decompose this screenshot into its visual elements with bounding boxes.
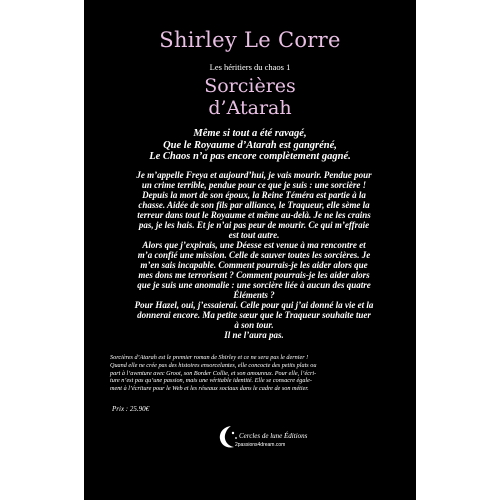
blurb-line: chasse. Aidée de son fils par alliance, le Traqueur, elle sème la (138, 200, 370, 210)
author-bio (110, 354, 396, 393)
book-title-line-1: Sorcières (204, 75, 296, 97)
blurb-line: pas, je les hais. Et je n’ai pas peur de mourir. Ce qui m’effraie (138, 220, 370, 230)
book-title-line-2: d’Atarah (208, 97, 292, 119)
publisher-name: Cercles de lune Éditions (239, 432, 308, 440)
blurb-line: Pour Hazel, oui, j’essaierai. Celle pour qui j’ai donné la vie et la (134, 300, 374, 310)
epigraph-line: Le Chaos n’a pas encore complètement gagné. (149, 151, 351, 162)
blurb-line: m’en sais incapable. Comment pourrais-je les aider alors que (140, 260, 368, 270)
epigraph-line: Même si tout a été ravagé, (193, 128, 307, 139)
blurb-line: Il ne l’aura pas. (224, 330, 284, 340)
blurb-line: Je m’appelle Freya et aujourd’hui, je vais mourir. Pendue pour (136, 170, 372, 180)
publisher-logo (84, 424, 416, 458)
bio-line: Quand elle ne crée pas des histoires ensorcelantes, elle concocte des petits plats ou (110, 361, 317, 369)
epigraph-line: Que le Royaume d’Atarah est gangréné, (163, 139, 337, 151)
blurb-line: Alors que j’expirais, une Déesse est venue à ma rencontre et (142, 240, 366, 250)
blurb-line: un crime terrible, pendue pour ce que je suis : une sorcière ! (141, 180, 367, 190)
blurb (110, 170, 398, 340)
bio-line: ture n’est pas qu’une passion, mais une véritable identité. Elle se consacre égale- (110, 377, 312, 385)
blurb-line: Éléments ? (233, 290, 275, 300)
bio-line: part à l’aventure avec Groot, son Border Collie, et son amoureux. Pour elle, l’écri- (110, 369, 317, 377)
publisher-website: 2passions4dream.com (235, 442, 286, 448)
price-label: Prix : 25.90€ (112, 405, 150, 413)
bio-line: Sorcières d’Atarah est le premier roman de Shirley et ce ne sera pas le dernier ! (110, 354, 309, 361)
blurb-line: m’a confié une mission. Celle de sauver toutes les sorcières. Je (137, 250, 371, 260)
blurb-line: donnerai encore. Ma petite sœur que le Traqueur souhaite tuer (137, 310, 371, 320)
blurb-line: que je suis une anomalie : une sorcière liée à aucun des quatre (137, 280, 371, 290)
epigraph (84, 128, 416, 163)
blurb-line: à son tour. (234, 320, 274, 330)
blurb-line: mes dons me terrorisent ? Comment pourrais-je les aider alors (138, 270, 370, 280)
series-name: Les héritiers du chaos 1 (209, 62, 291, 72)
author-name: Shirley Le Corre (159, 28, 341, 52)
blurb-line: terreur dans tout le Royaume et même au-delà. Je ne les crains (137, 210, 371, 220)
blurb-line: Depuis la mort de son époux, la Reine Téméra est partie à la (142, 190, 366, 200)
back-cover (84, 0, 416, 500)
blurb-line: est tout autre. (228, 230, 280, 240)
bio-line: ment à l’écriture pour le Web et les réseaux sociaux dans le cadre de son métier. (110, 385, 309, 393)
